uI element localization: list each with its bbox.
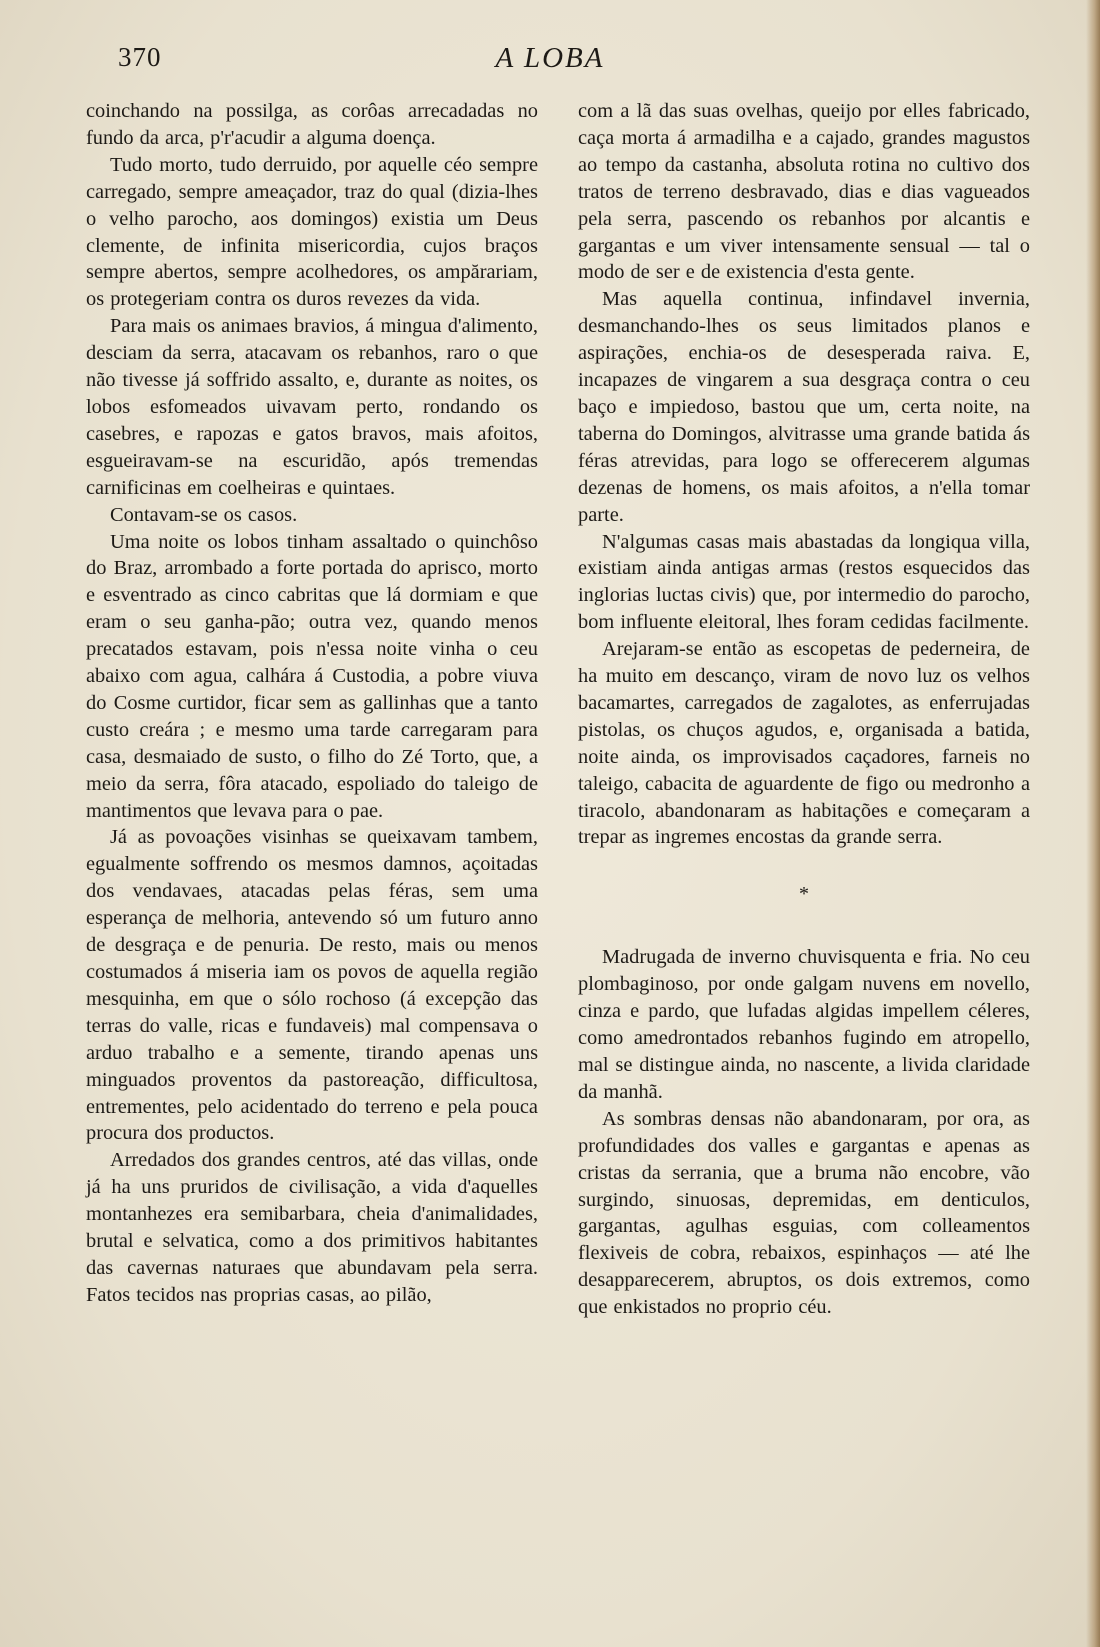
paragraph: Arejaram-se então as escopetas de pederneira, de ha muito em descanço, viram de novo luz os velhos bacamartes, carregados de zagalotes, as enferrujadas pistolas, os chuços agudos, e, organisada a batida, noite ainda, os improvisados caçadores, farneis no taleigo, cabacita de aguardente de figo ou medronho a tiracolo, abandonaram as habitações e começaram a trepar as ingremes encostas da grande serra. — [578, 638, 1030, 849]
paragraph: Para mais os animaes bravios, á mingua d'alimento, desciam da serra, atacavam os rebanhos, raro o que não tivesse já soffrido assalto, e, durante as noites, os lobos esfomeados uivavam perto, rondando os casebres, e rapozas e gatos bravos, mais afoitos, esgueiravam-se na escuridão, após tremendas carnificinas em coelheiras e quintaes. — [86, 315, 539, 499]
paragraph: coinchando na possilga, as corôas arrecadadas no fundo da arca, p'r'acudir a alguma doença. — [86, 100, 538, 149]
paragraph: Já as povoações visinhas se queixavam tambem, egualmente soffrendo os mesmos damnos, açoitadas dos vendavaes, atacadas pelas féras, sem uma esperança de melhoria, antevendo só um futuro anno de desgraça e de penuria. De resto, mais ou menos costumados á miseria iam os povos de aquella região mesquinha, em que o sólo rochoso (á excepção das terras do valle, ricas e fundaveis) mal compensava o arduo trabalho e a semente, tirando apenas uns minguados proventos da pastoreação, difficultosa, entrementes, pelo acidentado do terreno e pela pouca procura dos productos. — [86, 826, 538, 1145]
running-title: A LOBA — [495, 42, 605, 74]
page-number: 370 — [118, 42, 162, 72]
paragraph: Contavam-se os casos. — [110, 503, 298, 526]
paragraph: N'algumas casas mais abastadas da longiqua villa, existiam ainda antigas armas (restos esquecidos das inglorias luctas civis) que, por intermedio do parocho, bom influente eleitoral, lhes foram cedidas facilmente. — [578, 530, 1030, 634]
section-break-asterisk: * — [799, 883, 809, 906]
paragraph: As sombras densas não abandonaram, por ora, as profundidades dos valles e gargantas e apenas as cristas da serrania, que a bruma não encobre, vão surgindo, sinuosas, depremidas, em denticulos, gargantas, agulhas esguias, com colleamentos flexiveis de cobra, rebaixos, espinhaços — até lhe desapparecerem, abruptos, os dois extremos, como que enkistados no proprio céu. — [578, 1107, 1030, 1319]
paragraph: Arredados dos grandes centros, até das villas, onde já ha uns pruridos de civilisação, a vida d'aquelles montanhezes era semibarbara, cheia d'animalidades, brutal e selvatica, como a dos primitivos habitantes das cavernas naturaes que abundavam pela serra. Fatos tecidos nas proprias casas, ao pilão, — [86, 1149, 538, 1306]
paragraph: Uma noite os lobos tinham assaltado o quinchôso do Braz, arrombado a forte portada do aprisco, morto e esventrado as cinco cabritas que lá dormiam e que eram o seu ganha-pão; outra vez, quando menos precatados estavam, pois n'essa noite vinha o ceu abaixo com agua, calhára á Custodia, a pobre viuva do Cosme curtidor, ficar sem as gallinhas que a tanto custo creára ; e mesmo uma tarde carregaram para casa, desmaiado de susto, o filho do Zé Torto, que, a meio da serra, fôra atacado, espoliado do taleigo de mantimentos que levava para o pae. — [86, 530, 538, 822]
paragraph: Mas aquella continua, infindavel invernia, desmanchando-lhes os seus limitados planos e aspirações, enchia-os de desesperada raiva. E, incapazes de vingarem a sua desgraça contra o ceu baço e impiedoso, bastou que um, certa noite, na taberna do Domingos, alvitrasse uma grande batida ás féras atrevidas, para logo se offerecerem algumas dezenas de homens, os mais afoitos, a n'ella tomar parte. — [578, 288, 1030, 526]
page-edge-shadow — [1086, 0, 1100, 1647]
paragraph: Tudo morto, tudo derruido, por aquelle céo sempre carregado, sempre ameaçador, traz do qual (dizia-lhes o velho parocho, aos domingos) existia um Deus clemente, de infinita misericordia, cujos braços sempre abertos, sempre acolhedores, os ampărariam, os protegeriam contra os duros revezes da vida. — [86, 153, 538, 311]
paragraph: Madrugada de inverno chuvisquenta e fria. No ceu plombaginoso, por onde galgam nuvens em novello, cinza e pardo, que lufadas algidas impellem céleres, como amedrontados rebanhos fugindo em atropello, mal se distingue ainda, no nascente, a livida claridade da manhã. — [578, 946, 1030, 1103]
paragraph: com a lã das suas ovelhas, queijo por elles fabricado, caça morta á armadilha e a cajado, grandes magustos ao tempo da castanha, absoluta rotina no cultivo dos tratos de terreno desbravado, dias e dias vagueados pela serra, pascendo os rebanhos por alcantis e gargantas e um viver intensamente sensual — tal o modo de ser e de existencia d'esta gente. — [578, 100, 1030, 284]
left-column — [86, 98, 538, 1309]
right-column — [578, 98, 1030, 1321]
